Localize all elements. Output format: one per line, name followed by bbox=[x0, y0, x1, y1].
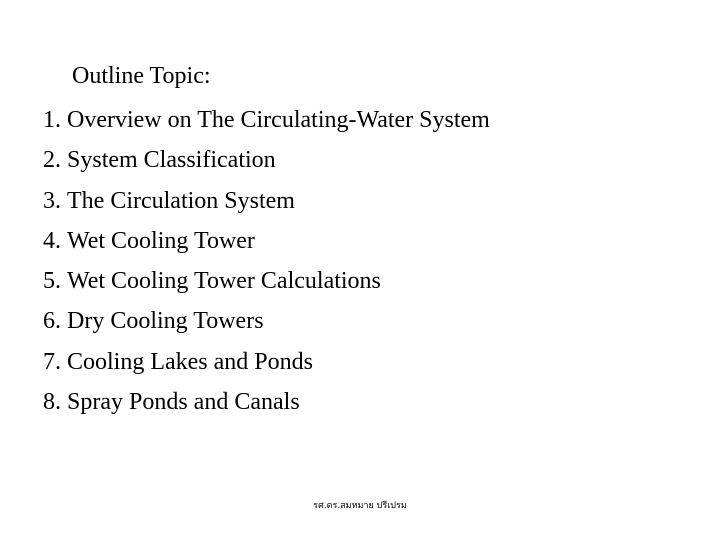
item-text: System Classification bbox=[67, 147, 276, 174]
outline-item-4 bbox=[43, 221, 490, 261]
item-number: 1. bbox=[43, 107, 61, 133]
outline-item-7 bbox=[43, 342, 490, 382]
item-text: Dry Cooling Towers bbox=[67, 308, 264, 335]
item-text: Overview on The Circulating-Water System bbox=[67, 107, 490, 133]
outline-item-5 bbox=[43, 261, 490, 301]
author-footer: รศ.ดร.สมหมาย ปรีเปรม bbox=[313, 501, 407, 511]
item-text: The Circulation System bbox=[67, 187, 295, 214]
outline-item-3 bbox=[43, 181, 490, 221]
item-text: Spray Ponds and Canals bbox=[67, 389, 300, 416]
outline-list bbox=[43, 100, 490, 422]
outline-item-2 bbox=[43, 140, 490, 180]
item-number: 7. bbox=[43, 348, 61, 375]
item-number: 3. bbox=[43, 187, 61, 214]
item-number: 5. bbox=[43, 268, 61, 295]
outline-heading: Outline Topic: bbox=[72, 63, 211, 89]
item-number: 2. bbox=[43, 147, 61, 174]
item-number: 4. bbox=[43, 227, 61, 254]
outline-item-6 bbox=[43, 301, 490, 341]
item-text: Wet Cooling Tower Calculations bbox=[67, 268, 381, 295]
item-text: Wet Cooling Tower bbox=[67, 227, 255, 254]
item-text: Cooling Lakes and Ponds bbox=[67, 348, 313, 375]
item-number: 6. bbox=[43, 308, 61, 335]
outline-item-1 bbox=[43, 100, 490, 140]
item-number: 8. bbox=[43, 389, 61, 416]
outline-item-8 bbox=[43, 382, 490, 422]
